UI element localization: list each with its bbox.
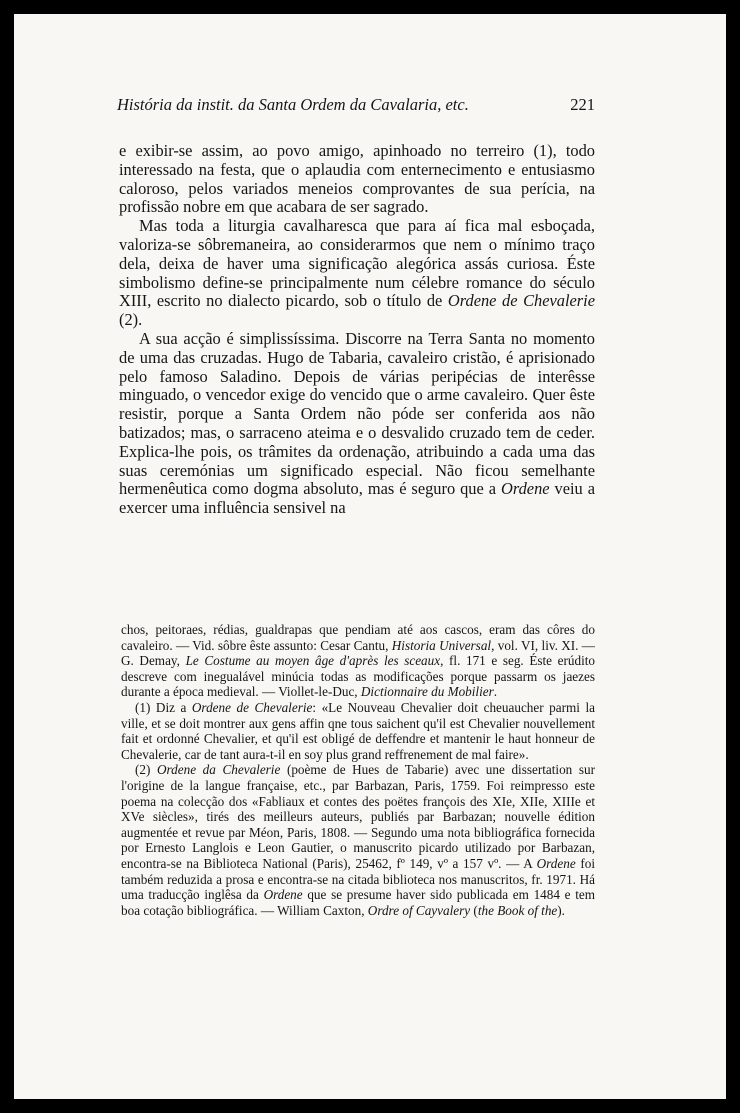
page-number: 221 xyxy=(570,95,595,114)
work-title: Ordene xyxy=(501,479,550,499)
paragraph-3: A sua acção é simplissíssima. Discorre na Terra Santa no momento de uma das cruzadas. Hugo de Tabaria, cavaleiro cristão, é aprisionado pelo famoso Saladino. Depois de várias peripécias de interêsse minguado, o vencedor exige do vencido que o arme cavaleiro. Quer êste resistir, porque a Santa Ordem não póde ser conferida aos não batizados; mas, o sarraceno ateima e o desvalido cruzado tem de ceder. Explica-lhe pois, os trâmites da ordenação, atribuindo a cada uma das suas ceremónias um significado especial. Não ficou semelhante hermenêutica como dogma absoluto, mas é seguro que a Ordene veiu a exercer uma influência sensivel na xyxy=(119,328,595,518)
paragraph-1: e exibir-se assim, ao povo amigo, apinhoado no terreiro (1), todo interessado na festa, que o aplaudia com enternecimento e entusiasmo caloroso, pelos variados meneios comprovantes de sua perícia, na profissão nobre em que acabara de ser sagrado. xyxy=(119,141,595,217)
work-title: Ordene de Chevalerie xyxy=(447,291,596,311)
running-header xyxy=(117,94,595,116)
paragraph-2: Mas toda a liturgia cavalharesca que para aí fica mal esboçada, valoriza-se sôbremaneira, ao considerarmos que nem o mínimo traço dela, deixa de haver uma significação alegórica assás curiosa. Éste simbolismo define-se principalmente num célebre romance do século XIII, escrito no dialecto picardo, sob o título de Ordene de Chevalerie (2). xyxy=(119,216,596,330)
book-page xyxy=(14,14,726,1099)
footnote-2: (2) Ordene da Chevalerie (poème de Hues de Tabarie) avec une dissertation sur l'origine de la langue française, etc., par Barbazan, Paris, 1759. Foi reimpresso este poema na colecção dos «Fabliaux et contes des poëtes françois des XIe, XIIe, XIIIe et XVe siècles», tirés des meilleurs auteurs, publiés par Barbazan; nouvelle édition augmentée et revue par Méon, Paris, 1808. — Segundo uma nota bibliográfica fornecida por Ernesto Langlois e Leon Gautier, o manuscrito picardo utilizado por Barbazan, encontra-se na Biblioteca National (Paris), 25462, fº 149, vº a 157 vº. — A Ordene foi também reduzida a prosa e encontra-se na citada biblioteca nos manuscritos, fr. 1971. Há uma traducção inglêsa da Ordene que se presume haver sido publicada em 1484 e tem boa cotação bibliográfica. — William Caxton, Ordre of Cayvalery (the Book of the). xyxy=(121,762,595,918)
footnote-1: (1) Diz a Ordene de Chevalerie: «Le Nouveau Chevalier doit cheuaucher parmi la ville, et se doit montrer aux gens affin qne tous saichent qu'il est Chevalier nouvellement fait et ordonné Chevalier, et qu'il est obligé de deffendre et mantenir le haut honneur de Chevalerie, car de tant aura-t-il en soy plus grand reffrenement de mal faire». xyxy=(121,699,596,762)
main-text xyxy=(119,142,595,518)
footnotes xyxy=(121,622,595,918)
footnote-continuation: chos, peitoraes, rédias, gualdrapas que pendiam até aos cascos, eram das côres do cavaleiro. — Vid. sôbre êste assunto: Cesar Cantu, Historia Universal, vol. VI, liv. XI. — G. Demay, Le Costume au moyen âge d'après les sceaux, fl. 171 e seg. Éste erúdito descreve com inegualável minúcia todas as modificações porque passarm os jaezes durante a época medieval. — Viollet-le-Duc, Dictionnaire du Mobilier. xyxy=(121,622,596,700)
running-title: História da instit. da Santa Ordem da Cavalaria, etc. xyxy=(117,95,469,114)
